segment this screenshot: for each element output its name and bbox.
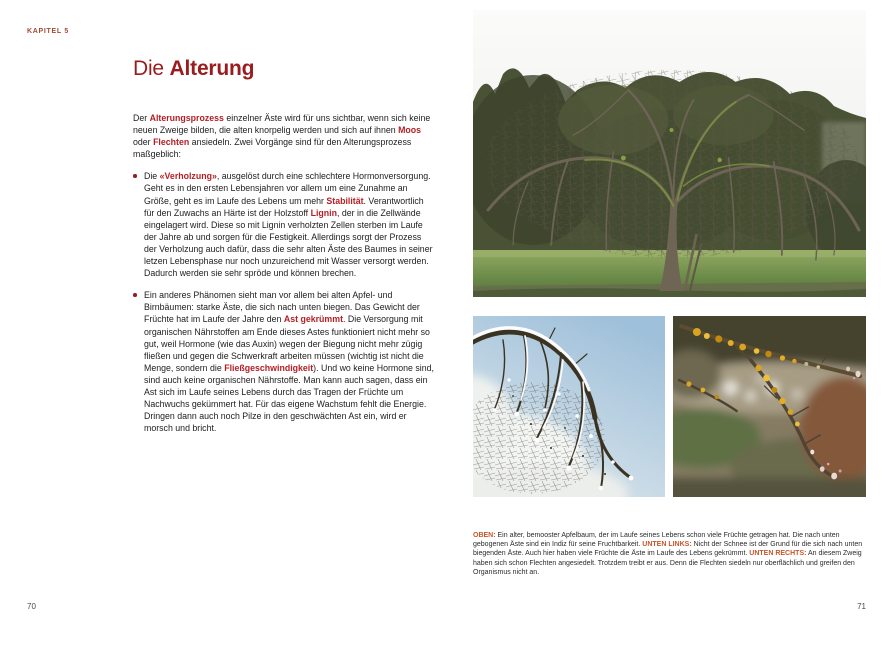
photo-snowy-branches	[473, 316, 665, 497]
caption-label-unten-links: UNTEN LINKS:	[642, 541, 692, 549]
keyword: Moos	[398, 125, 422, 136]
caption-text: An diesem Zweig haben sich schon Flechten angesiedelt. Trotzdem treibt er aus. Denn die Flechten siedeln nur oberflächlich und greifen den Organismus nicht an.	[473, 550, 862, 576]
caption-label-unten-rechts: UNTEN RECHTS:	[749, 550, 807, 558]
text-run: Die	[144, 171, 160, 182]
bullet-dot	[133, 293, 137, 297]
keyword: Lignin	[310, 207, 337, 218]
photo-apple-tree	[473, 10, 866, 297]
photo-apple-tree-art	[473, 10, 866, 297]
photo-lichen-twig	[673, 316, 866, 497]
text-run: Der	[133, 113, 150, 123]
text-run: , ausgelöst durch eine schlechtere Hormonversorgung. Geht es in den ersten Lebensjahren vor allem um eine Zunahme an Größe, geht es im Laufe des Lebens um mehr	[144, 171, 431, 206]
text-run: . Verantwortlich für den Zuwachs an Härte ist der Holzstoff	[144, 195, 424, 218]
photo-lichen-twig-art	[673, 316, 866, 497]
intro-paragraph	[133, 112, 436, 160]
text-run: ). Und wo keine Hormone sind, sind auch keine organischen Nährstoffe. Man kann auch sagen, dass ein Ast sich im Laufe seines Lebens durch das Tragen der Früchte um Nachwuchs gekümmert hat. Für das eigene Wachstum fehlt die Energie. Dringen dann auch noch Pilze in den geschwächten Ast ein, wird er morsch und bricht.	[144, 362, 434, 434]
keyword: Alterungsprozess	[149, 113, 224, 123]
chapter-running-head: KAPITEL 5	[27, 28, 69, 35]
text-run: . Die Versorgung mit organischen Nährstoffen am Ende dieses Astes funktioniert nicht mehr so gut, weil Hormone (wie das Auxin) wegen der Biegung nicht mehr zügig fließen und gegen die Schwerkraft arbeiten müssen (wichtig ist nicht die Menge, sondern die	[144, 314, 430, 373]
caption-text: Ein alter, bemooster Apfelbaum, der im Laufe seines Lebens schon viele Früchte getragen hat. Die nach unten gebogenen Äste sind ein Indiz für seine Fruchtbarkeit.	[473, 532, 840, 549]
text-run: Ein anderes Phänomen sieht man vor allem bei alten Apfel- und Birnbäumen: starke Äste, die sich nach unten biegen. Das Gewicht der Früchte hat im Laufe der Jahre den	[144, 290, 420, 325]
keyword: Ast gekrümmt	[283, 314, 344, 325]
bullet-list	[133, 170, 436, 434]
bullet-dot	[133, 174, 137, 178]
text-run: einzelner Äste wird für uns sichtbar, wenn sich keine neuen Zweige bilden, die alten knorpelig werden und sich auf ihnen	[133, 113, 431, 136]
text-run: , der in die Zellwände eingelagert wird. Diese so mit Lignin verholzten Zellen sterben im Laufe der Jahre ab und sorgen für die Festigkeit. Allerdings sorgt der Prozess der Verholzung auch dafür, dass die sehr alten Äste des Baumes in seiner letzen Lebensphase nur noch unzureichend mit Wasser versorgt werden. Dadurch werden sie sehr spröde und können brechen.	[144, 207, 433, 279]
bullet-item-verholzung	[133, 170, 436, 279]
caption-label-oben: OBEN:	[473, 532, 496, 539]
page-number-left: 70	[27, 602, 36, 611]
keyword: Fließgeschwindigkeit	[224, 362, 314, 373]
text-run: ansiedeln. Zwei Vorgänge sind für den Alterungsprozess maßgeblich:	[133, 137, 412, 160]
keyword: Flechten	[153, 137, 190, 148]
page-title-emphasis: Alterung	[169, 57, 255, 80]
body-column	[133, 112, 436, 444]
text-run: oder	[133, 137, 154, 148]
keyword: Stabilität	[326, 195, 364, 206]
caption-text: Nicht der Schnee ist der Grund für die sich nach unten biegenden Äste. Auch hier haben viele Früchte die Äste im Laufe des Lebens gekrümmt.	[473, 541, 863, 558]
page-title	[133, 57, 254, 81]
page-number-right: 71	[857, 602, 866, 611]
photo-caption	[473, 531, 865, 577]
page-title-prefix: Die	[133, 57, 170, 80]
bullet-item-ast-gekruemmt	[133, 289, 436, 434]
keyword: «Verholzung»	[159, 171, 217, 182]
photo-snowy-branches-art	[473, 316, 665, 497]
